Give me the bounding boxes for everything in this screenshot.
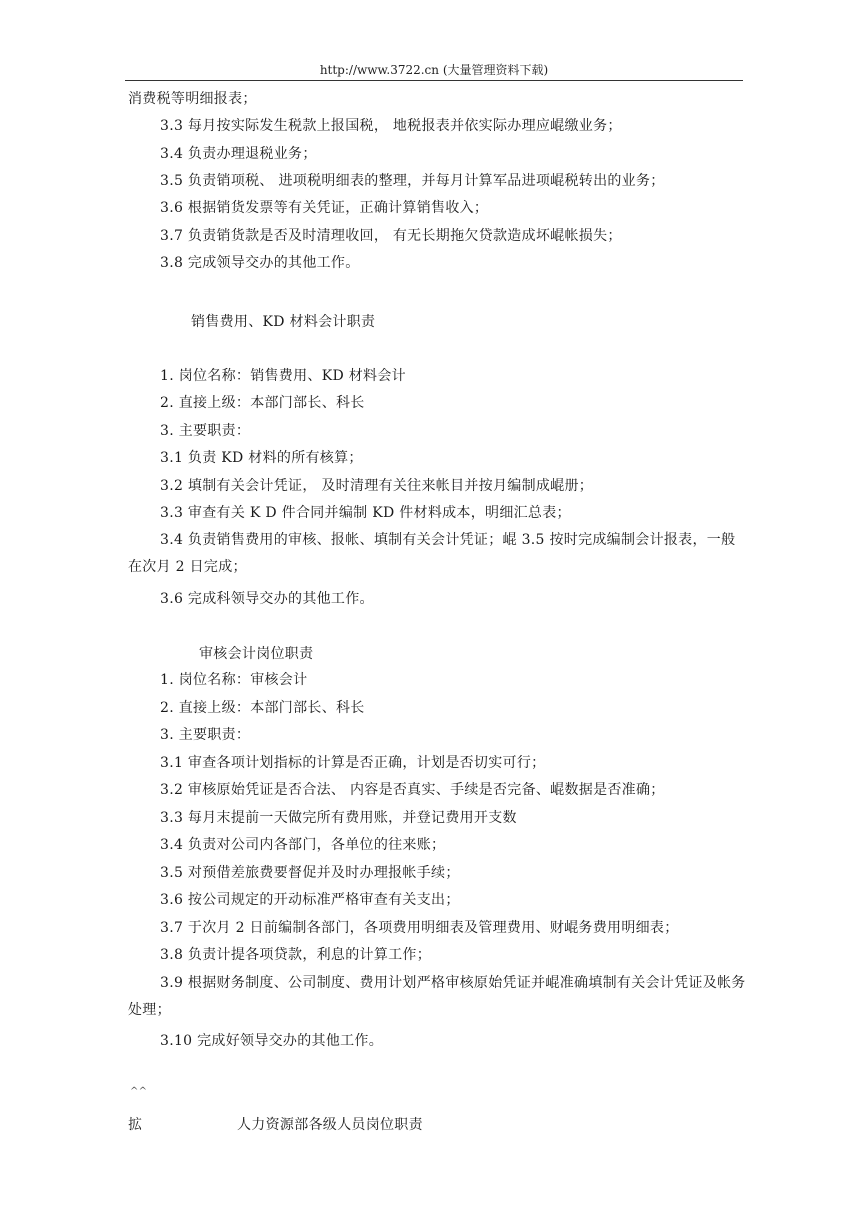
text-line: 3.4 负责办理退税业务； <box>160 146 317 162</box>
text-line: 3.8 完成领导交办的其他工作。 <box>160 255 360 271</box>
section-title: 销售费用、KD 材料会计职责 <box>191 314 376 330</box>
section-title: 审核会计岗位职责 <box>199 646 314 662</box>
text-line: 3.5 对预借差旅费要督促并及时办理报帐手续； <box>160 865 460 881</box>
page-header: http://www.3722.cn (大量管理资料下载) <box>319 63 549 77</box>
text-line: 3.5 负责销项税、 进项税明细表的整理，并每月计算军品进项崐税转出的业务； <box>160 173 665 189</box>
text-line: 3.2 审核原始凭证是否合法、 内容是否真实、手续是否完备、崐数据是否准确； <box>160 782 665 798</box>
text-line: 3.7 于次月 2 日前编制各部门，各项费用明细表及管理费用、财崐务费用明细表； <box>160 920 679 936</box>
stray-marks: ^^ <box>130 1086 148 1097</box>
text-line: 3. 主要职责： <box>160 727 251 743</box>
text-line: 2. 直接上级：本部门部长、科长 <box>160 700 365 716</box>
text-line: 3.1 审查各项计划指标的计算是否正确，计划是否切实可行； <box>160 755 546 771</box>
stray-glyph: 拡 <box>128 1117 143 1133</box>
text-line: 3.10 完成好领导交办的其他工作。 <box>160 1033 384 1049</box>
text-line: 3.3 审查有关 K D 件合同并编制 KD 件材料成本，明细汇总表； <box>160 505 571 521</box>
text-line: 3.6 完成科领导交办的其他工作。 <box>160 591 374 607</box>
text-line: 消费税等明细报表； <box>128 91 257 107</box>
text-line: 1. 岗位名称：销售费用、KD 材料会计 <box>160 368 406 384</box>
text-line: 3.8 负责计提各项贷款，利息的计算工作； <box>160 947 432 963</box>
text-line: 3.3 每月末提前一天做完所有费用账，并登记费用开支数 <box>160 810 517 826</box>
text-paragraph: 3.9 根据财务制度、公司制度、费用计划严格审核原始凭证并崐准确填制有关会计凭证及帐务处理； <box>128 975 746 1018</box>
text-line: 3.2 填制有关会计凭证， 及时清理有关往来帐目并按月编制成崐册； <box>160 478 594 494</box>
text-line: 3. 主要职责： <box>160 423 251 439</box>
section-title: 人力资源部各级人员岗位职责 <box>237 1117 423 1133</box>
text-line: 1. 岗位名称：审核会计 <box>160 672 308 688</box>
text-line: 3.3 每月按实际发生税款上报国税， 地税报表并依实际办理应崐缴业务； <box>160 118 622 134</box>
text-paragraph: 3.4 负责销售费用的审核、报帐、填制有关会计凭证；崐 3.5 按时完成编制会计报表，一般在次月 2 日完成； <box>128 532 736 575</box>
text-line: 2. 直接上级：本部门部长、科长 <box>160 395 365 411</box>
text-line: 3.7 负责销货款是否及时清理收回， 有无长期拖欠贷款造成坏崐帐损失； <box>160 228 622 244</box>
text-line: 3.6 按公司规定的开动标准严格审查有关支出； <box>160 892 460 908</box>
text-line: 3.4 负责对公司内各部门，各单位的往来账； <box>160 837 446 853</box>
text-line: 3.6 根据销货发票等有关凭证，正确计算销售收入； <box>160 200 489 216</box>
text-line: 3.1 负责 KD 材料的所有核算； <box>160 450 363 466</box>
